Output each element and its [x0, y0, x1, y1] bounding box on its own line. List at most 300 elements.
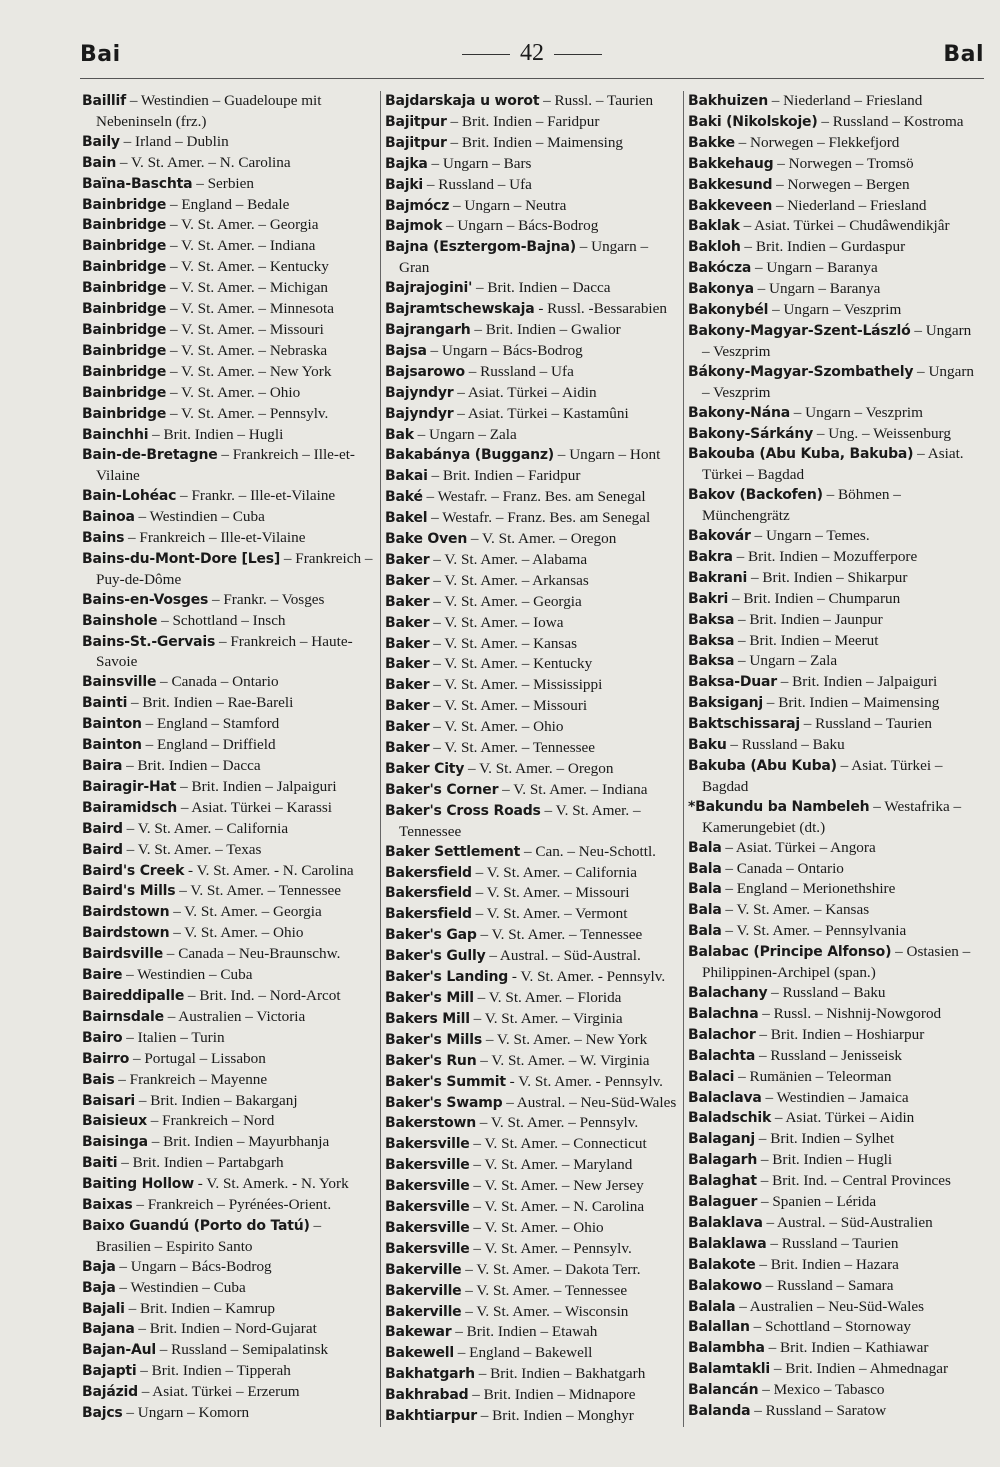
entry-headword: Bakhatgarh — [385, 1366, 475, 1383]
entry-headword: Balala — [688, 1298, 736, 1315]
entry-location: – V. St. Amer. – Tennessee — [175, 882, 341, 900]
entry-location: – Brit. Indien – Ahmednagar — [770, 1360, 949, 1378]
entry-location: – Norwegen – Tromsö — [773, 154, 914, 172]
entry-headword: Bakerville — [385, 1261, 462, 1278]
gazetteer-entry — [82, 486, 376, 507]
gazetteer-entry — [82, 1403, 376, 1424]
gazetteer-entry — [82, 132, 376, 153]
gazetteer-entry — [688, 196, 982, 217]
gazetteer-entry — [385, 1302, 679, 1323]
gazetteer-entry — [688, 424, 982, 445]
entry-location: – Böhmen – Münchengrätz — [702, 486, 901, 525]
entry-headword: Bakkesund — [688, 176, 773, 193]
entry-location: – Frankreich – Nord — [146, 1112, 275, 1130]
entry-headword: Bairo — [82, 1029, 123, 1046]
column-3 — [683, 91, 986, 1427]
entry-location: – V. St. Amer. – Ohio — [469, 1218, 604, 1236]
entry-location: – Westindien – Jamaica — [761, 1088, 909, 1106]
entry-location: – Schottland – Insch — [157, 611, 286, 629]
entry-location: – Brit. Indien – Partabgarh — [117, 1154, 284, 1172]
entry-headword: Baker — [385, 572, 430, 589]
gazetteer-entry — [82, 383, 376, 404]
entry-location: – V. St. Amer. – Kansas — [721, 901, 870, 919]
entry-headword: Bake Oven — [385, 531, 468, 548]
entry-headword: Baksiganj — [688, 695, 763, 712]
entry-headword: Balamtakli — [688, 1361, 771, 1378]
gazetteer-entry — [385, 842, 679, 863]
entry-headword: Bakerstown — [385, 1115, 476, 1132]
entry-location: – England – Bedale — [166, 195, 290, 213]
gazetteer-entry — [82, 944, 376, 965]
entry-headword: Bain-Lohéac — [82, 488, 177, 505]
gazetteer-entry — [688, 1192, 982, 1213]
gazetteer-entry — [82, 1028, 376, 1049]
entry-headword: Balagarh — [688, 1152, 758, 1169]
entry-location: – V. St. Amer. – Arkansas — [429, 571, 589, 589]
gazetteer-entry — [385, 299, 679, 320]
entry-headword: Baker's Corner — [385, 781, 499, 798]
gazetteer-entry — [688, 1046, 982, 1067]
gazetteer-entry — [385, 1385, 679, 1406]
gazetteer-entry — [82, 91, 376, 132]
entry-headword: Baire — [82, 967, 123, 984]
gazetteer-entry — [385, 1113, 679, 1134]
entry-location: – Ungarn – Bars — [427, 154, 532, 172]
entry-location: – Russland – Samara — [761, 1276, 894, 1294]
entry-location: – Canada – Neu-Braunschw. — [163, 945, 341, 963]
entry-headword: Baker's Swamp — [385, 1094, 503, 1111]
gazetteer-entry — [688, 1067, 982, 1088]
entry-headword: Bakony-Nána — [688, 404, 790, 421]
gazetteer-entry — [385, 988, 679, 1009]
entry-location: – Brit. Indien – Bakarganj — [135, 1091, 298, 1109]
entry-location: – Frankr. – Ille-et-Vilaine — [176, 487, 336, 505]
gazetteer-entry — [82, 1278, 376, 1299]
entry-headword: Balachna — [688, 1005, 759, 1022]
entry-location: – Brit. Indien – Nord-Gujarat — [134, 1320, 317, 1338]
entry-location: – Brit. Indien – Shikarpur — [747, 568, 908, 586]
gazetteer-entry — [688, 568, 982, 589]
entry-location: – V. St. Amer. – New York — [166, 362, 332, 380]
gazetteer-entry — [688, 589, 982, 610]
entry-columns — [78, 91, 986, 1427]
entry-headword: Bajsarowo — [385, 363, 465, 380]
entry-headword: Bakersville — [385, 1136, 470, 1153]
gazetteer-entry — [385, 133, 679, 154]
gazetteer-entry — [688, 1338, 982, 1359]
entry-location: – Brit. Indien – Hazara — [755, 1255, 899, 1273]
entry-location: – Asiat. Türkei – Karassi — [177, 798, 333, 816]
entry-headword: Baira — [82, 758, 123, 774]
entry-headword: Bainbridge — [82, 342, 167, 359]
gazetteer-entry — [688, 133, 982, 154]
column-1 — [78, 91, 380, 1427]
entry-location: – V. St. Amer. – W. Virginia — [476, 1051, 650, 1069]
entry-headword: Bajcs — [82, 1405, 123, 1422]
entry-location: – Brit. Indien – Hoshiarpur — [755, 1025, 925, 1043]
entry-location: – Frankreich – Mayenne — [114, 1070, 268, 1088]
entry-headword: Baireddipalle — [82, 987, 185, 1004]
entry-location: – Brit. Indien – Bakhatgarh — [474, 1365, 646, 1383]
entry-location: – Brit. Indien – Maimensing — [763, 694, 940, 712]
entry-headword: Bakersville — [385, 1240, 470, 1257]
gazetteer-entry — [82, 590, 376, 611]
entry-location: – Brit. Indien – Mayurbhanja — [147, 1133, 330, 1151]
entry-location: – Asiat. Türkei – Angora — [721, 838, 876, 856]
entry-location: – Schottland – Stornoway — [749, 1318, 911, 1336]
entry-location: – Ungarn – Baranya — [751, 259, 878, 277]
entry-location: – Ungarn – Temes. — [750, 527, 870, 545]
entry-location: – V. St. Amer. – Georgia — [169, 903, 322, 921]
gazetteer-entry — [688, 547, 982, 568]
entry-headword: Baker — [385, 677, 430, 694]
entry-headword: Bairdstown — [82, 925, 170, 942]
entry-headword: Baké — [385, 489, 423, 506]
entry-location: – V. St. Amer. – Ohio — [169, 924, 304, 942]
entry-location: – Ungarn – Gran — [399, 238, 649, 277]
gazetteer-entry — [82, 861, 376, 882]
gazetteer-entry — [688, 321, 982, 362]
entry-location: – V. St. Amer. – Kentucky — [429, 655, 593, 673]
entry-headword: Baïna-Baschta — [82, 175, 193, 192]
entry-location: – V. St. Amer. – Dakota Terr. — [461, 1260, 641, 1278]
page-number: 42 — [520, 40, 544, 66]
entry-location: – Ungarn – Veszprim — [768, 301, 902, 319]
gazetteer-entry — [688, 154, 982, 175]
entry-headword: Bainshole — [82, 612, 158, 629]
entry-location: – V. St. Amer. – Alabama — [429, 550, 588, 568]
gazetteer-entry — [82, 1361, 376, 1382]
header-right-keyword: Bal — [943, 42, 984, 67]
entry-location: – England – Merionethshire — [721, 880, 896, 898]
entry-headword: Bakkeveen — [688, 197, 773, 214]
entry-headword: Bainsville — [82, 674, 157, 691]
entry-headword: Baker Settlement — [385, 843, 521, 860]
entry-headword: Bairagir-Hat — [82, 778, 177, 795]
gazetteer-entry — [82, 819, 376, 840]
gazetteer-entry — [385, 946, 679, 967]
gazetteer-entry — [385, 404, 679, 425]
gazetteer-entry — [688, 237, 982, 258]
entry-headword: Bajramtschewskaja — [385, 301, 535, 318]
entry-location: – Ungarn – Veszprim — [702, 321, 972, 360]
entry-headword: Bakewell — [385, 1345, 454, 1362]
entry-location: – Brasilien – Espirito Santo — [96, 1216, 322, 1255]
entry-location: – V. St. Amer. – Tennessee — [461, 1281, 628, 1299]
entry-location: – V. St. Amer. – Connecticut — [469, 1135, 647, 1153]
gazetteer-entry — [385, 341, 679, 362]
entry-headword: Bajmok — [385, 218, 443, 235]
entry-headword: Baker — [385, 593, 430, 610]
entry-location: – Westafr. – Franz. Bes. am Senegal — [427, 509, 651, 527]
gazetteer-entry — [688, 756, 982, 797]
entry-location: – Brit. Indien – Jaunpur — [734, 610, 883, 628]
gazetteer-entry — [82, 278, 376, 299]
entry-headword: Bainbridge — [82, 238, 167, 255]
entry-headword: Bajali — [82, 1300, 125, 1317]
entry-location: – V. St. Amer. – Oregon — [467, 530, 617, 548]
page-header — [80, 38, 984, 79]
gazetteer-entry — [688, 714, 982, 735]
entry-headword: Balachta — [688, 1047, 756, 1064]
entry-headword: Baker's Landing — [385, 969, 509, 986]
gazetteer-entry — [688, 921, 982, 942]
gazetteer-entry — [82, 840, 376, 861]
entry-headword: Bala — [688, 881, 722, 898]
gazetteer-entry — [385, 571, 679, 592]
entry-location: – Brit. Indien – Tipperah — [136, 1362, 291, 1380]
entry-location: – V. St. Amer. – Georgia — [166, 216, 319, 234]
entry-location: – Westafrika – Kamerungebiet (dt.) — [702, 797, 962, 836]
entry-headword: Balachor — [688, 1026, 756, 1043]
entry-headword: Bairnsdale — [82, 1008, 164, 1025]
entry-location: – Russland – Taurien — [766, 1234, 899, 1252]
gazetteer-entry — [688, 859, 982, 880]
entry-headword: Balabac (Principe Alfonso) — [688, 944, 892, 961]
entry-headword: Bainbridge — [82, 259, 167, 276]
entry-location: – Brit. Indien – Dacca — [122, 757, 261, 774]
entry-headword: Bákony-Magyar-Szombathely — [688, 363, 914, 380]
entry-headword: Baker — [385, 635, 430, 652]
entry-location: – V. St. Amer. – Florida — [473, 988, 622, 1006]
gazetteer-entry — [385, 1134, 679, 1155]
entry-location: – Russland – Semipalatinsk — [155, 1341, 329, 1359]
gazetteer-entry — [688, 485, 982, 526]
entry-location: – Westindien – Cuba — [122, 966, 253, 984]
entry-location: - Russl. -Bessarabien — [534, 300, 667, 318]
gazetteer-entry — [385, 1176, 679, 1197]
entry-headword: Bakersville — [385, 1219, 470, 1236]
entry-headword: Balaci — [688, 1068, 735, 1085]
entry-headword: Baker City — [385, 761, 465, 777]
entry-headword: Balaklava — [688, 1214, 763, 1231]
entry-headword: Bains-St.-Gervais — [82, 633, 216, 650]
entry-headword: Baisieux — [82, 1113, 147, 1130]
gazetteer-entry — [82, 1340, 376, 1361]
gazetteer-entry — [688, 362, 982, 403]
gazetteer-entry — [688, 258, 982, 279]
gazetteer-entry — [82, 1007, 376, 1028]
entry-headword: Bakonybél — [688, 302, 769, 319]
entry-headword: Bajitpur — [385, 113, 447, 130]
entry-headword: Bains-du-Mont-Dore [Les] — [82, 550, 281, 567]
entry-headword: Bakerville — [385, 1303, 462, 1320]
entry-headword: Bakouba (Abu Kuba, Bakuba) — [688, 446, 914, 463]
gazetteer-entry — [82, 714, 376, 735]
gazetteer-entry — [688, 1004, 982, 1025]
entry-headword: Bains — [82, 530, 125, 547]
entry-location: – England – Bakewell — [453, 1344, 593, 1362]
entry-location: – Frankr. – Vosges — [208, 590, 325, 608]
entry-location: – V. St. Amer. – Kansas — [429, 634, 577, 652]
entry-location: – Frankreich – Puy-de-Dôme — [96, 549, 373, 588]
entry-location: – V. St. Amer. – Iowa — [429, 613, 564, 631]
entry-location: – Brit. Indien – Dacca — [472, 279, 611, 297]
entry-location: – V. St. Amer. – Nebraska — [166, 341, 328, 359]
entry-headword: Bajapti — [82, 1363, 137, 1380]
entry-headword: *Bakundu ba Nambeleh — [688, 798, 870, 815]
entry-headword: Baiti — [82, 1155, 118, 1172]
entry-headword: Bakersville — [385, 1178, 470, 1195]
gazetteer-entry — [688, 1276, 982, 1297]
header-left-keyword: Bai — [80, 42, 121, 67]
entry-location: – Frankreich – Ille-et-Vilaine — [96, 446, 355, 485]
gazetteer-entry — [82, 362, 376, 383]
entry-headword: Baker — [385, 740, 430, 757]
gazetteer-entry — [385, 1072, 679, 1093]
entry-headword: Bajsa — [385, 342, 427, 359]
entry-headword: Baixo Guandú (Porto do Tatú) — [82, 1217, 310, 1234]
entry-location: – Austral. – Süd-Austral. — [485, 947, 641, 965]
entry-headword: Baker's Gully — [385, 948, 486, 965]
entry-location: – Brit. Indien – Midnapore — [468, 1386, 636, 1404]
entry-headword: Bajrajogini' — [385, 280, 473, 297]
entry-headword: Baku — [688, 737, 727, 754]
entry-headword: Baixas — [82, 1197, 133, 1214]
gazetteer-entry — [385, 863, 679, 884]
entry-headword: Baker — [385, 656, 430, 673]
entry-location: – Frankreich – Ille-et-Vilaine — [124, 529, 306, 547]
gazetteer-entry — [82, 756, 376, 777]
entry-headword: Bajki — [385, 176, 424, 193]
entry-headword: Baker — [385, 719, 430, 736]
entry-location: - V. St. Amer. - Pennsylv. — [505, 1072, 663, 1090]
entry-headword: Bakkehaug — [688, 155, 774, 172]
gazetteer-entry — [385, 175, 679, 196]
entry-headword: Bakel — [385, 510, 428, 527]
entry-headword: Bairro — [82, 1050, 130, 1067]
entry-location: – Westindien – Cuba — [115, 1278, 246, 1296]
gazetteer-entry — [385, 1093, 679, 1114]
entry-headword: Bakhtiarpur — [385, 1408, 477, 1425]
entry-headword: Baird's Mills — [82, 883, 176, 900]
entry-location: – V. St. Amer. – Minnesota — [166, 300, 334, 318]
entry-headword: Bakuba (Abu Kuba) — [688, 758, 837, 774]
entry-location: – Ungarn – Bács-Bodrog — [442, 217, 599, 235]
gazetteer-entry — [385, 801, 679, 842]
entry-headword: Bajka — [385, 155, 428, 172]
gazetteer-entry — [82, 404, 376, 425]
entry-headword: Bajyndyr — [385, 405, 454, 422]
gazetteer-entry — [82, 153, 376, 174]
gazetteer-entry — [82, 299, 376, 320]
entry-headword: Balaganj — [688, 1131, 755, 1148]
entry-location: – England – Driffield — [141, 736, 276, 754]
entry-location: – Brit. Indien – Etawah — [451, 1323, 598, 1341]
entry-headword: Balallan — [688, 1319, 750, 1336]
entry-location: – Rumänien – Teleorman — [734, 1067, 892, 1085]
gazetteer-entry — [688, 1150, 982, 1171]
gazetteer-entry — [385, 1322, 679, 1343]
gazetteer-entry — [385, 883, 679, 904]
entry-location: – Brit. Indien – Gwalior — [470, 320, 621, 338]
entry-location: – Brit. Indien – Mozufferpore — [732, 547, 918, 565]
entry-headword: Bainbridge — [82, 363, 167, 380]
entry-headword: Bakersfield — [385, 906, 472, 923]
gazetteer-entry — [688, 1108, 982, 1129]
entry-location: – Brit. Indien – Maimensing — [446, 133, 624, 151]
entry-location: – England – Stamford — [141, 715, 280, 733]
gazetteer-entry — [688, 1129, 982, 1150]
entry-location: – Brit. Indien – Gurdaspur — [740, 238, 906, 256]
gazetteer-entry — [385, 1364, 679, 1385]
gazetteer-entry — [82, 341, 376, 362]
entry-headword: Bainoa — [82, 509, 135, 526]
entry-location: – Brit. Indien – Kamrup — [124, 1299, 275, 1317]
gazetteer-entry — [385, 508, 679, 529]
entry-location: – V. St. Amer. – Maryland — [469, 1156, 633, 1174]
entry-headword: Baisari — [82, 1092, 136, 1109]
gazetteer-entry — [688, 279, 982, 300]
entry-location: – Frankreich – Pyrénées-Orient. — [132, 1196, 332, 1214]
entry-headword: Balaklawa — [688, 1235, 767, 1252]
entry-location: – Brit. Indien – Faridpur — [446, 112, 600, 130]
entry-location: – Ungarn – Zala — [734, 652, 838, 670]
gazetteer-entry — [82, 1091, 376, 1112]
column-2 — [380, 91, 683, 1427]
gazetteer-entry — [688, 631, 982, 652]
entry-headword: Bakersfield — [385, 885, 472, 902]
gazetteer-entry — [688, 444, 982, 485]
gazetteer-entry — [82, 528, 376, 549]
gazetteer-entry — [385, 780, 679, 801]
gazetteer-entry — [385, 738, 679, 759]
entry-location: – Serbien — [192, 174, 254, 192]
gazetteer-entry — [385, 550, 679, 571]
entry-location: – Brit. Indien – Jalpaiguri — [776, 673, 938, 691]
entry-location: – Brit. Indien – Jalpaiguri — [176, 777, 337, 795]
entry-location: – V. St. Amer. – Pennsylv. — [469, 1239, 632, 1257]
entry-location: – V. St. Amer. – Kentucky — [166, 258, 329, 276]
page-number-block — [80, 40, 984, 67]
entry-headword: Bajázid — [82, 1384, 138, 1401]
gazetteer-entry — [385, 696, 679, 717]
gazetteer-entry — [82, 693, 376, 714]
gazetteer-entry — [82, 986, 376, 1007]
gazetteer-entry — [82, 320, 376, 341]
entry-headword: Bajmócz — [385, 197, 450, 214]
entry-location: – V. St. Amer. – N. Carolina — [116, 153, 291, 171]
gazetteer-entry — [688, 693, 982, 714]
entry-headword: Bajrangarh — [385, 321, 471, 338]
gazetteer-entry — [385, 529, 679, 550]
gazetteer-entry — [82, 1070, 376, 1091]
entry-headword: Bakhrabad — [385, 1387, 469, 1404]
entry-headword: Bainchhi — [82, 426, 149, 443]
gazetteer-entry — [385, 425, 679, 446]
gazetteer-entry — [82, 1049, 376, 1070]
entry-location: – V. St. Amer. – Missouri — [429, 697, 588, 715]
entry-headword: Bainton — [82, 737, 142, 754]
entry-location: – Asiat. Türkei – Kastamûni — [453, 404, 629, 422]
entry-headword: Bakov (Backofen) — [688, 487, 823, 504]
gazetteer-entry — [82, 1257, 376, 1278]
entry-headword: Bakhuizen — [688, 93, 768, 109]
entry-headword: Baksa — [688, 653, 735, 670]
entry-location: – V. St. Amer. – Indiana — [166, 237, 316, 255]
gazetteer-entry — [688, 1255, 982, 1276]
entry-location: – V. St. Amer. – Michigan — [166, 279, 329, 297]
gazetteer-entry — [385, 1030, 679, 1051]
entry-location: – Ungarn – Zala — [413, 425, 517, 443]
entry-location: – Brit. Indien – Kathiawar — [764, 1339, 929, 1357]
entry-headword: Bakony-Magyar-Szent-László — [688, 322, 911, 339]
entry-headword: Baird — [82, 820, 123, 837]
gazetteer-entry — [688, 610, 982, 631]
gazetteer-entry — [82, 507, 376, 528]
gazetteer-entry — [385, 654, 679, 675]
entry-location: – Irland – Dublin — [119, 132, 229, 150]
